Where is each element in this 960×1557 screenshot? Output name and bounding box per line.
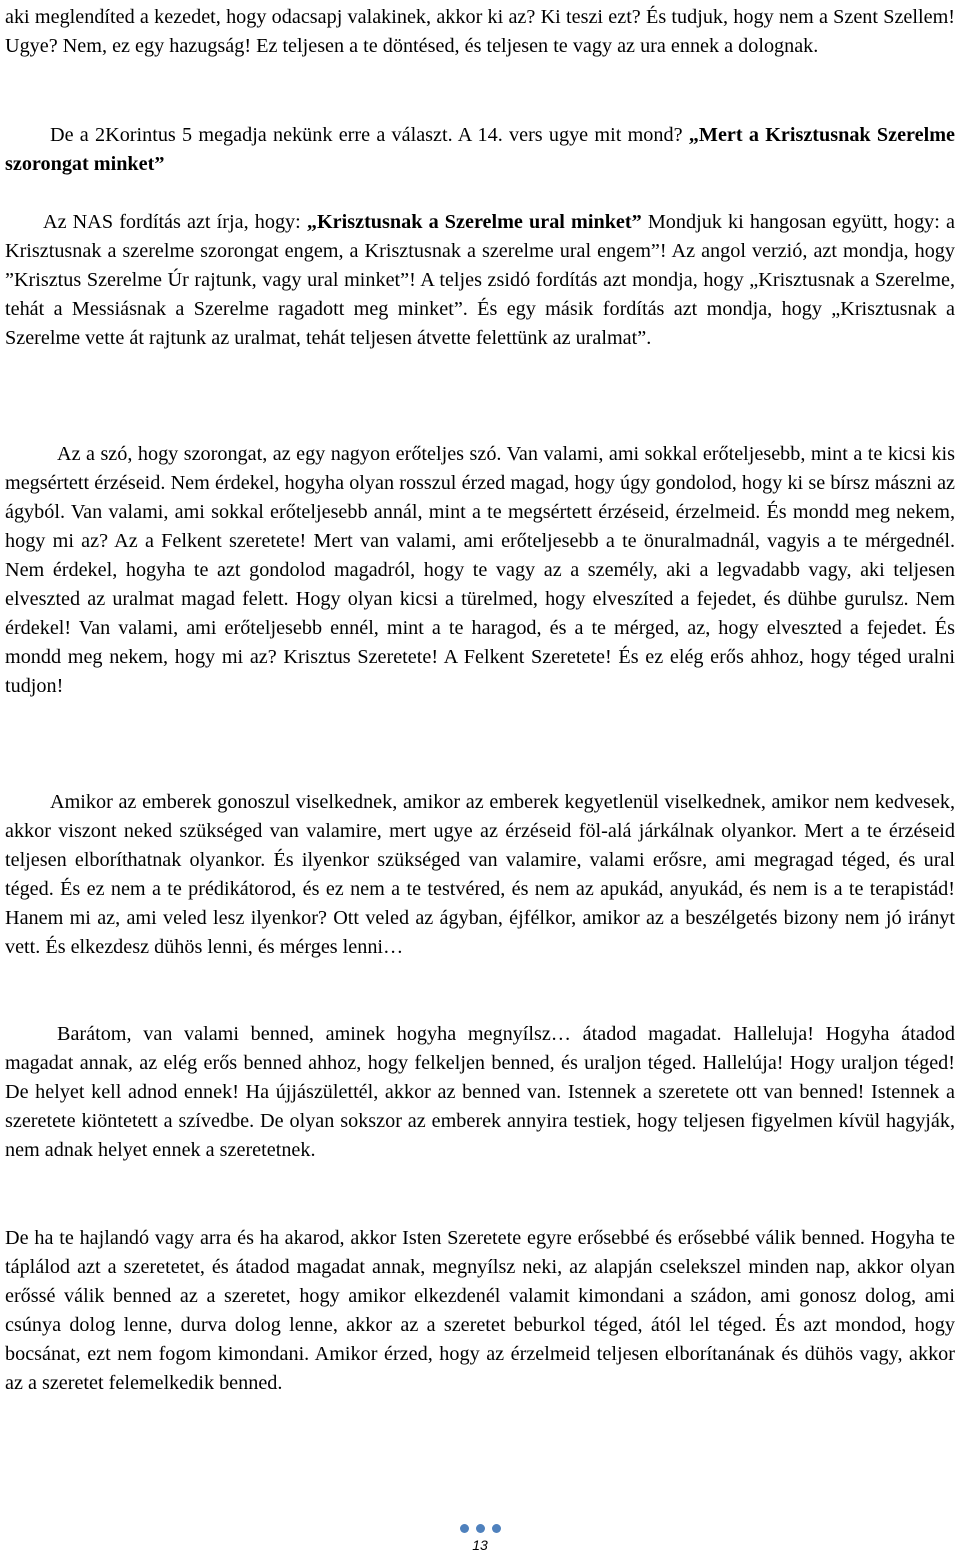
paragraph-2-quote: „Mert a Krisztusnak Szerelme szorongat minket” [5,124,955,175]
paragraph-3 [5,208,955,353]
paragraph-6-text: Barátom, van valami benned, aminek hogyha megnyílsz… átadod magadat. Halleluja! Hogyha átadod magadat annak, az elég erős benned ahhoz, hogy felkeljen benned, és uraljon téged. Hallelúja! Hogy uraljon téged! De helyet kell adnod ennek! Ha újjászülettél, akkor az benned van. Istennek a szeretete ott van benned! Istennek a szeretete kiöntetett a szívedbe. De olyan sokszor az emberek annyira testiek, hogy teljesen figyelmen kívül hagyják, nem adnak helyet ennek a szeretetnek. [5,1023,955,1161]
paragraph-3-quote: „Krisztusnak a Szerelme ural minket” [306,211,642,233]
paragraph-2 [5,121,955,179]
paragraph-4 [5,440,955,701]
paragraph-1-text: aki meglendíted a kezedet, hogy odacsapj valakinek, akkor ki az? Ki teszi ezt? És tudjuk, hogy nem a Szent Szellem! Ugye? Nem, ez egy hazugság! Ez teljesen a te döntésed, és teljesen te vagy az ura ennek a dolognak. [5,6,955,57]
page-footer [0,1524,960,1553]
paragraph-5-text: Amikor az emberek gonoszul viselkednek, amikor az emberek kegyetlenül viselkednek, amikor nem kedvesek, akkor viszont neked szükséged van valamire, mert ugye az érzéseid föl-alá járkálnak olyankor. Mert a te érzéseid teljesen elboríthatnak olyankor. És ilyenkor szükséged van valamire, valami erősre, ami megragad téged, és ural téged. És ez nem a te prédikátorod, és ez nem a te testvéred, és nem az apukád, anyukád, és nem is a te terapistád! Hanem mi az, ami veled lesz ilyenkor? Ott veled az ágyban, éjfélkor, amikor az a beszélgetés bizony nem jó irányt vett. És elkezdesz dühös lenni, és mérges lenni… [5,791,955,958]
paragraph-1 [5,3,955,61]
page-number: 13 [472,1537,488,1553]
paragraph-3-intro: Az NAS fordítás azt írja, hogy: [43,211,307,233]
footer-dot [460,1524,469,1533]
footer-dot [492,1524,501,1533]
paragraph-5 [5,788,955,962]
paragraph-2-lead: De a 2Korintus 5 megadja nekünk erre a választ. A 14. vers ugye mit mond? [50,124,689,146]
paragraph-7 [5,1224,955,1398]
paragraph-4-text: Az a szó, hogy szorongat, az egy nagyon erőteljes szó. Van valami, ami sokkal erőteljesebb, mint a te kicsi kis megsértett érzéseid. Nem érdekel, hogyha olyan rosszul érzed magad, hogy úgy gondolod, hogy ki se bírsz mászni az ágyból. Van valami, ami sokkal erőteljesebb annál, mint a te megsértett érzéseid, érzelmeid. És mondd meg nekem, hogy mi az? Az a Felkent szeretete! Mert van valami, ami erőteljesebb a te önuralmadnál, vagyis a te mérgednél. Nem érdekel, hogyha te azt gondolod magadról, hogy te vagy az a személy, aki a legvadabb vagy, aki teljesen elveszted az uralmat magad felett. Hogy olyan kicsi a türelmed, hogy elveszíted a fejedet, és dühbe gurulsz. Nem érdekel! Van valami, ami erőteljesebb ennél, mint a te haragod, és a te mérged, az, hogy elveszted a fejedet. És mondd meg nekem, hogy mi az? Krisztus Szeretete! A Felkent Szeretete! És ez elég erős ahhoz, hogy téged uralni tudjon! [5,443,955,697]
paragraph-3-body: Mondjuk ki hangosan együtt, hogy: a Krisztusnak a szerelme szorongat engem, a Krisztusnak a szerelme ural engem”! Az angol verzió, azt mondja, hogy ”Krisztus Szerelme Úr rajtunk, vagy ural minket”! A teljes zsidó fordítás azt mondja, hogy „Krisztusnak a Szerelme, tehát a Messiásnak a Szerelme ragadott meg minket”. És egy másik fordítás azt mondja, hogy „Krisztusnak a Szerelme vette át rajtunk az uralmat, tehát teljesen átvette felettünk az uralmat”. [5,211,955,349]
footer-dot [476,1524,485,1533]
footer-dots-ornament [0,1524,960,1533]
paragraph-7-text: De ha te hajlandó vagy arra és ha akarod, akkor Isten Szeretete egyre erősebbé és erősebbé válik benned. Hogyha te táplálod azt a szeretetet, és átadod magadat annak, megnyílsz neki, az alapján cselekszel minden nap, akkor olyan erőssé válik benned az a szeretet, hogy amikor elkezdenél valamit kimondani a szádon, ami gonosz dolog, ami csúnya dolog lenne, durva dolog lenne, akkor az a szeretet beburkol téged, ától lel téged. És azt mondod, hogy bocsánat, ezt nem fogom kimondani. Amikor érzed, hogy az érzelmeid teljesen elborítanának és dühös vagy, akkor az a szeretet felemelkedik benned. [5,1227,955,1394]
paragraph-6 [5,1020,955,1165]
